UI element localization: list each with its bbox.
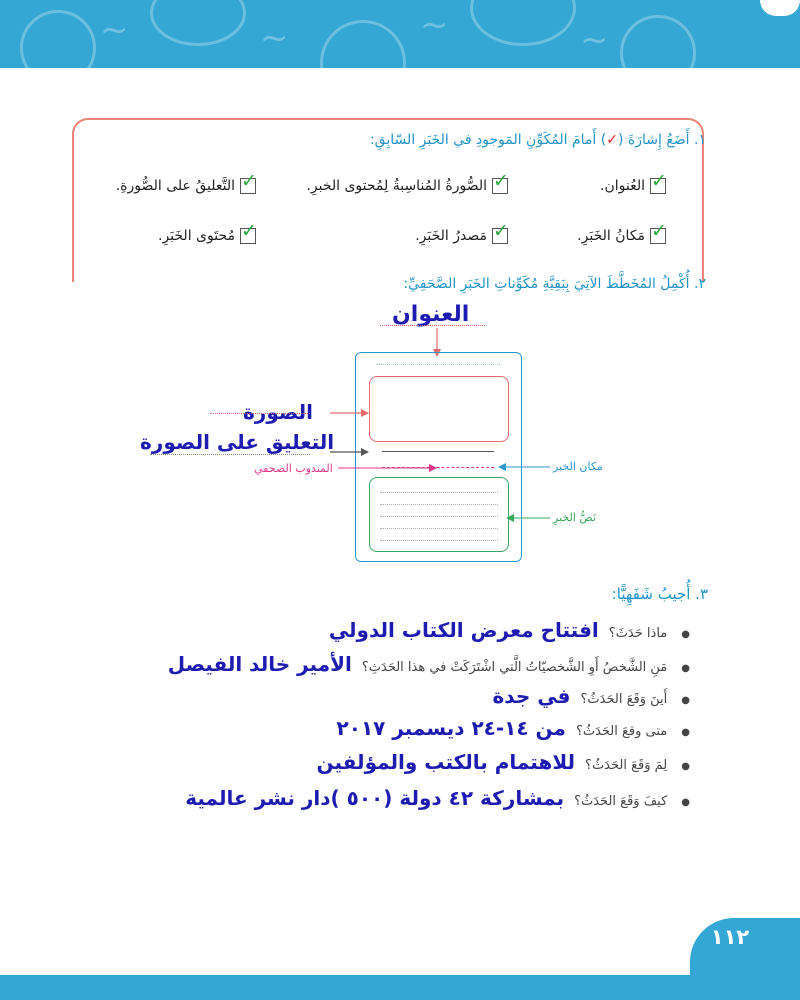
image-placeholder [369, 376, 509, 442]
qa-question: متى وقعَ الحَدَثُ؟ [575, 724, 668, 739]
checklist-item-caption[interactable]: ✓ التَّعليقُ على الصُّورةِ. [115, 170, 257, 194]
question-1-title: ١. أَضَعُ إِشارَةَ (✓) أَمامَ المُكَوِّنِ المَوجودِ في الخَبَرِ السّابِقِ: [369, 132, 706, 148]
qa-answer: للاهتمام بالكتب والمؤلفين [316, 750, 576, 774]
bullet-icon: ● [681, 629, 690, 640]
qa-answer: بمشاركة ٤٢ دولة (٥٠٠ )دار نشر عالمية [185, 786, 565, 810]
bullet-icon: ● [681, 695, 690, 706]
qa-row [492, 684, 690, 708]
answer-title: العنوان [392, 302, 470, 327]
checkbox-icon[interactable]: ✓ [651, 170, 667, 192]
checkbox-icon[interactable]: ✓ [241, 220, 257, 242]
qa-answer: افتتاح معرض الكتاب الدولي [328, 618, 599, 642]
qa-question: ماذا حَدَثَ؟ [608, 626, 668, 641]
footer-band [0, 975, 800, 1000]
checkbox-icon[interactable]: ✓ [493, 170, 509, 192]
checkbox-icon[interactable]: ✓ [651, 220, 667, 242]
qa-row [185, 786, 690, 810]
question-2-title: ٢. أُكْمِلُ المُخَطَّطَ الآتِيَ بِبَقِيَّةِ مُكَوِّناتِ الخَبَرِ الصَّحَفِيِّ: [403, 276, 706, 292]
answer-line [380, 325, 485, 326]
body-placeholder [369, 477, 509, 552]
qa-row [317, 750, 691, 774]
place-label: مكان الخبر [553, 460, 603, 473]
qa-row [329, 618, 690, 642]
checklist-item-title[interactable]: ✓ العُنوان. [600, 170, 667, 194]
arrow-left-icon [506, 512, 550, 524]
qa-answer: الأمير خالد الفيصل [167, 652, 352, 676]
question-3-title: ٣. أُجيبُ شَفَهِيًّا: [611, 585, 708, 603]
reporter-label: المندوب الصحفي [254, 462, 333, 475]
body-label: نَصُّ الخبرِ [553, 511, 596, 524]
header-band: ~ ~ ~ ~ [0, 0, 800, 68]
checklist-item-source[interactable]: ✓ مَصدرُ الخَبَرِ. [415, 220, 509, 244]
bullet-icon: ● [681, 761, 690, 772]
qa-question: مَنِ الشَّخصُ أَوِ الشَّخصيّاتُ الَّتي اشْتَرَكَتْ في هذا الحَدَثِ؟ [361, 660, 668, 675]
headline-placeholder [376, 364, 500, 365]
bullet-icon: ● [681, 663, 690, 674]
qa-row [168, 652, 690, 676]
answer-image: الصورة [243, 400, 313, 424]
checkbox-icon[interactable]: ✓ [241, 170, 257, 192]
checkbox-icon[interactable]: ✓ [493, 220, 509, 242]
qa-question: لِمَ وَقَعَ الحَدَثُ؟ [585, 758, 668, 773]
checklist-item-image[interactable]: ✓ الصُّورةُ المُناسِبةُ لِمُحتوى الخبرِ. [306, 170, 509, 194]
arrow-right-icon [330, 407, 370, 419]
qa-answer: من ١٤-٢٤ ديسمبر ٢٠١٧ [336, 716, 566, 740]
page-number: ١١٢ [710, 925, 750, 949]
qa-row [337, 716, 690, 740]
arrow-right-icon [338, 462, 438, 474]
answer-line [210, 413, 310, 414]
answer-caption: التعليق على الصورة [140, 430, 335, 454]
checklist-item-content[interactable]: ✓ مُحتَوى الخَبَرِ. [158, 220, 257, 244]
answer-line [150, 454, 310, 455]
qa-question: أَينَ وَقَعَ الحَدَثُ؟ [580, 692, 668, 707]
bullet-icon: ● [681, 727, 690, 738]
arrow-left-icon [498, 461, 550, 473]
check-mark-icon: ✓ [606, 132, 618, 148]
qa-question: كيفَ وَقَعَ الحَدَثُ؟ [574, 794, 668, 809]
bullet-icon: ● [681, 797, 690, 808]
checklist-item-place[interactable]: ✓ مَكانُ الخَبَرِ. [577, 220, 667, 244]
arrow-right-icon [330, 446, 370, 458]
caption-line [382, 451, 494, 452]
qa-answer: في جدة [492, 684, 571, 708]
